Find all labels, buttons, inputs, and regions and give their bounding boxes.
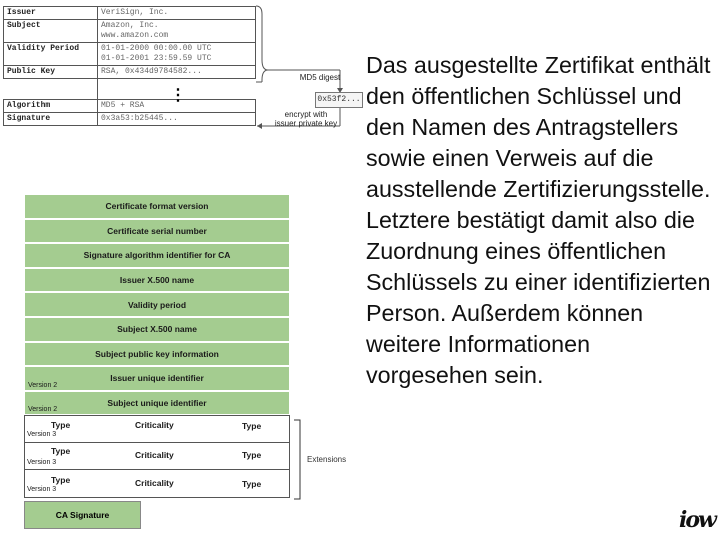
field-value: Amazon, Inc. www.amazon.com — [98, 20, 256, 43]
struct-row — [24, 366, 290, 391]
struct-row — [24, 194, 290, 219]
description-paragraph: Das ausgestellte Zertifikat enthält den öffentlichen Schlüssel und den Namen des Antragstellers sowie einen Verweis auf die ausstellende Zertifizierungsstelle. Letztere bestätigt damit also die Zuordnung eines öffentlichen Schlüssels zu einer identifizierten Person. Außerdem können weitere Informationen vorgesehen sein. — [366, 52, 711, 388]
md5-digest-label: MD5 digest — [299, 73, 341, 82]
struct-row — [24, 268, 290, 293]
field-key: Signature — [4, 113, 98, 126]
field-value: 0x3a53:b25445... — [98, 113, 256, 126]
struct-row-label: Signature algorithm identifier for CA — [83, 250, 231, 261]
struct-row-label: Validity period — [127, 299, 187, 310]
hash-value-box: 0x53f2... — [315, 92, 363, 108]
struct-row-label: Subject unique identifier — [107, 398, 207, 409]
extension-criticality: Criticality — [135, 478, 174, 489]
field-value: RSA, 0x434d9784582... — [98, 66, 256, 79]
extension-type: Type — [242, 449, 262, 460]
extension-criticality: Criticality — [135, 449, 174, 460]
field-key: Issuer — [4, 7, 98, 20]
extension-row — [24, 443, 290, 471]
extensions-bracket — [290, 418, 306, 502]
struct-row — [24, 317, 290, 342]
field-key: Subject — [4, 20, 98, 43]
version-label: Version 3 — [27, 486, 57, 494]
field-value: MD5 + RSA — [98, 100, 256, 113]
struct-row-label: Certificate serial number — [107, 225, 207, 236]
extension-row — [24, 415, 290, 443]
cert-row-issuer — [4, 7, 256, 20]
ellipsis-dots: ⋮ — [170, 87, 186, 104]
field-value: 01-01-2000 00:00.00 UTC 01-01-2001 23:59.59 UTC — [98, 43, 256, 66]
extension-criticality: Criticality — [135, 420, 174, 431]
field-value: VeriSign, Inc. — [98, 7, 256, 20]
field-key: Public Key — [4, 66, 98, 79]
cert-row-subject — [4, 20, 256, 43]
struct-row-label: Certificate format version — [105, 201, 209, 212]
struct-row-label: Subject public key information — [95, 348, 219, 359]
struct-row — [24, 391, 290, 416]
extension-type: Type — [51, 420, 71, 431]
cert-row-algorithm — [4, 100, 256, 113]
version-label: Version 2 — [28, 381, 58, 389]
extensions-label: Extensions — [307, 455, 347, 464]
version-label: Version 2 — [28, 406, 58, 414]
extension-type: Type — [242, 479, 262, 490]
struct-row-label: Issuer unique identifier — [110, 373, 204, 384]
field-key: Validity Period — [4, 43, 98, 66]
extension-type: Type — [51, 475, 71, 486]
x509-structure-diagram — [24, 194, 290, 498]
cert-row-signature — [4, 113, 256, 126]
extension-row — [24, 470, 290, 498]
struct-row — [24, 243, 290, 268]
struct-row — [24, 342, 290, 367]
struct-row — [24, 219, 290, 244]
cert-row-validity — [4, 43, 256, 66]
extension-type: Type — [51, 445, 71, 456]
version-label: Version 3 — [27, 458, 57, 466]
certificate-fields-table — [3, 6, 256, 126]
field-key: Algorithm — [4, 100, 98, 113]
struct-row-label: Subject X.500 name — [117, 324, 197, 335]
iow-logo: iow — [679, 507, 715, 533]
ca-signature-block: CA Signature — [24, 501, 141, 529]
struct-row-label: Issuer X.500 name — [119, 275, 195, 286]
cert-row-gap — [4, 79, 256, 100]
cert-row-public-key — [4, 66, 256, 79]
encrypt-label: encrypt with issuer private key — [274, 110, 338, 128]
version-label: Version 3 — [27, 431, 57, 439]
struct-row — [24, 292, 290, 317]
extension-type: Type — [242, 421, 262, 432]
